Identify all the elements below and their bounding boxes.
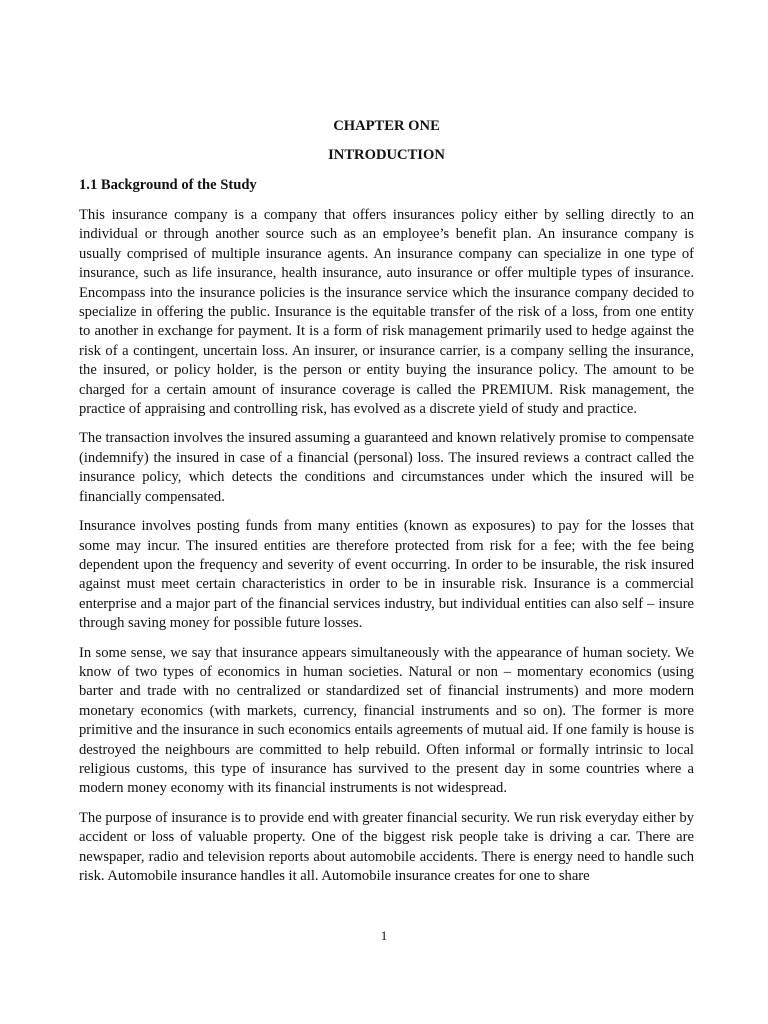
chapter-title: CHAPTER ONE [333, 118, 440, 134]
page-number: 1 [380, 928, 388, 943]
document-page [79, 117, 694, 896]
paragraph-4: In some sense, we say that insurance appears simultaneously with the appearance of human society. We know of two types of economics in human societies. Natural or non – momentary economics (using barter and trade with no centralized or standardized set of financial instruments) and more modern monetary economics (with markets, currency, financial instruments and so on). The former is more primitive and the insurance in such economics entails agreements of mutual aid. If one family is house is destroyed the neighbours are committed to help rebuild. Often informal or formally intrinsic to local religious customs, this type of insurance has survived to the present day in some countries where a modern money economy with its financial instruments is not widespread. [79, 644, 694, 797]
subheading: 1.1 Background of the Study [79, 177, 257, 193]
paragraph-5: The purpose of insurance is to provide end with greater financial security. We run risk everyday either by accident or loss of valuable property. One of the biggest risk people take is driving a car. There are newspaper, radio and television reports about automobile accidents. There is energy need to handle such risk. Automobile insurance handles it all. Automobile insurance creates for one to share [79, 809, 694, 884]
paragraph-1: This insurance company is a company that offers insurances policy either by selling directly to an individual or through another source such as an employee’s benefit plan. An insurance company is usually comprised of multiple insurance agents. An insurance company can specialize in one type of insurance, such as life insurance, health insurance, auto insurance or offer multiple types of insurance. Encompass into the insurance policies is the insurance service which the insurance company decided to specialize in offering the public. Insurance is the equitable transfer of the risk of a loss, from one entity to another in exchange for payment. It is a form of risk management primarily used to hedge against the risk of a contingent, uncertain loss. An insurer, or insurance carrier, is a company selling the insurance, the insured, or policy holder, is the person or entity buying the insurance policy. The amount to be charged for a certain amount of insurance coverage is called the PREMIUM. Risk management, the practice of appraising and controlling risk, has evolved as a discrete yield of study and practice. [79, 207, 694, 418]
section-title: INTRODUCTION [328, 147, 445, 163]
paragraph-3: Insurance involves posting funds from many entities (known as exposures) to pay for the losses that some may incur. The insured entities are therefore protected from risk for a fee; with the fee being dependent upon the frequency and severity of event occurring. In order to be insurable, the risk insured against must meet certain characteristics in order to be in insurable risk. Insurance is a commercial enterprise and a major part of the financial services industry, but individual entities can also self – insure through saving money for possible future losses. [79, 518, 694, 632]
paragraph-2: The transaction involves the insured assuming a guaranteed and known relatively promise to compensate (indemnify) the insured in case of a financial (personal) loss. The insured reviews a contract called the insurance policy, which detects the conditions and circumstances under which the insured will be financially compensated. [79, 430, 694, 505]
